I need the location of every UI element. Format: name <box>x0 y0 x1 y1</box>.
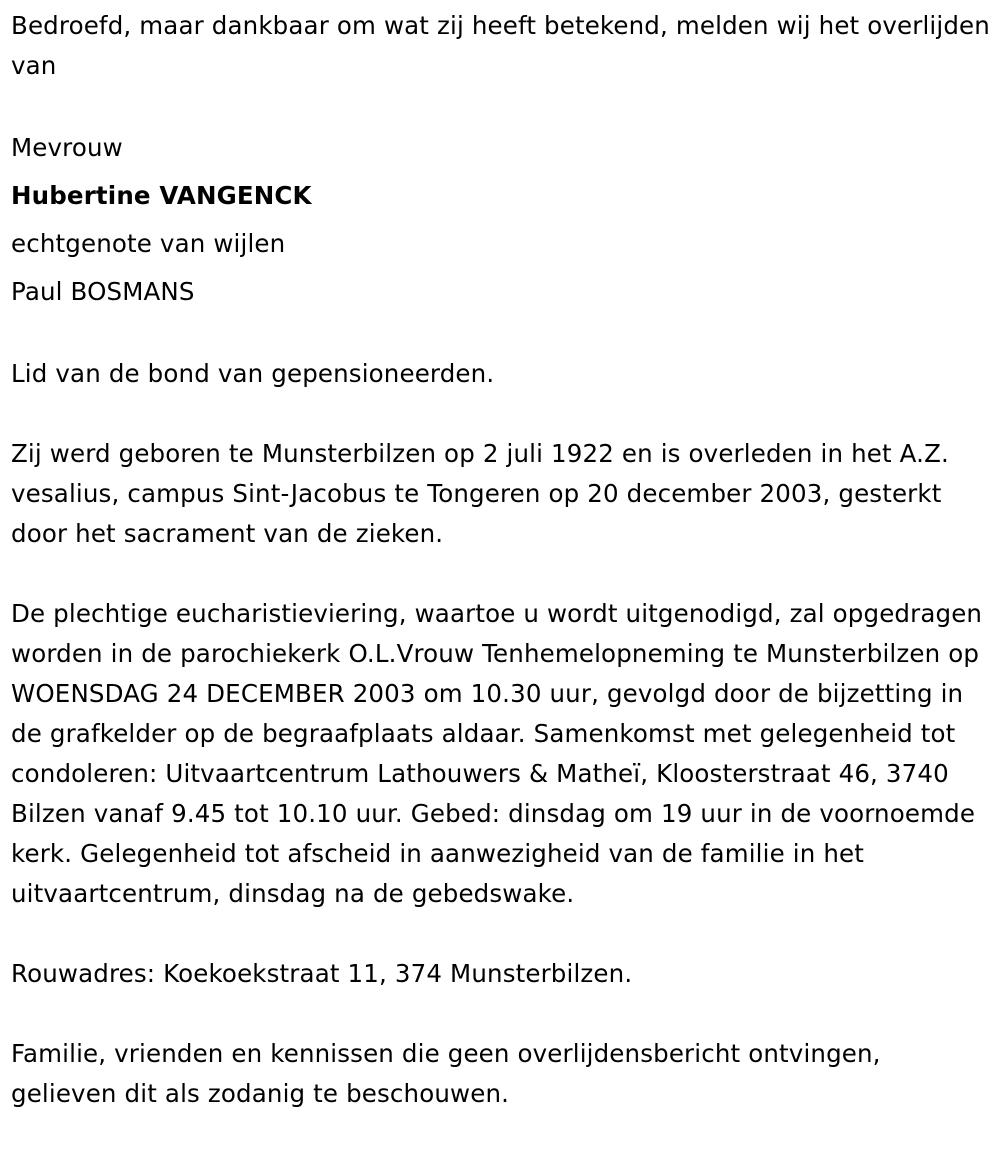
membership-text: Lid van de bond van gepensioneerden. <box>11 359 495 388</box>
person-relation: echtgenote van wijlen <box>11 229 286 258</box>
spacer <box>11 86 991 124</box>
intro-text: Bedroefd, maar dankbaar om wat zij heeft betekend, melden wij het overlijden van <box>11 11 990 80</box>
closing-text: Familie, vrienden en kennissen die geen overlijdensbericht ontvingen, gelieven dit als zodanig te beschouwen. <box>11 1039 881 1108</box>
person-title: Mevrouw <box>11 133 123 162</box>
spacer <box>11 994 991 1034</box>
spacer <box>11 394 991 434</box>
spouse-name: Paul BOSMANS <box>11 277 195 306</box>
ceremony-text: De plechtige eucharistieviering, waartoe u wordt uitgenodigd, zal opgedragen worden in de parochiekerk O.L.Vrouw Tenhemelopneming te Munsterbilzen op WOENSDAG 24 DECEMBER 2003 om 10.30 uur, gevolgd door de bijzetting in de grafkelder op de begraafplaats aldaar. Samenkomst met gelegenheid tot condoleren: Uitvaartcentrum Lathouwers & Matheï, Kloosterstraat 46, 3740 Bilzen vanaf 9.45 tot 10.10 uur. Gebed: dinsdag om 19 uur in de voornoemde kerk. Gelegenheid tot afscheid in aanwezigheid van de familie in het uitvaartcentrum, dinsdag na de gebedswake. <box>11 599 983 908</box>
mourning-address: Rouwadres: Koekoekstraat 11, 374 Munsterbilzen. <box>11 959 633 988</box>
birth-death-text: Zij werd geboren te Munsterbilzen op 2 juli 1922 en is overleden in het A.Z. vesalius, campus Sint-Jacobus te Tongeren op 20 december 2003, gesterkt door het sacrament van de zieken. <box>11 439 949 548</box>
spacer <box>11 914 991 954</box>
person-name: Hubertine VANGENCK <box>11 181 312 210</box>
obituary-notice <box>11 6 991 1114</box>
spacer <box>11 554 991 594</box>
spacer <box>11 316 991 354</box>
deceased-block <box>11 124 991 316</box>
